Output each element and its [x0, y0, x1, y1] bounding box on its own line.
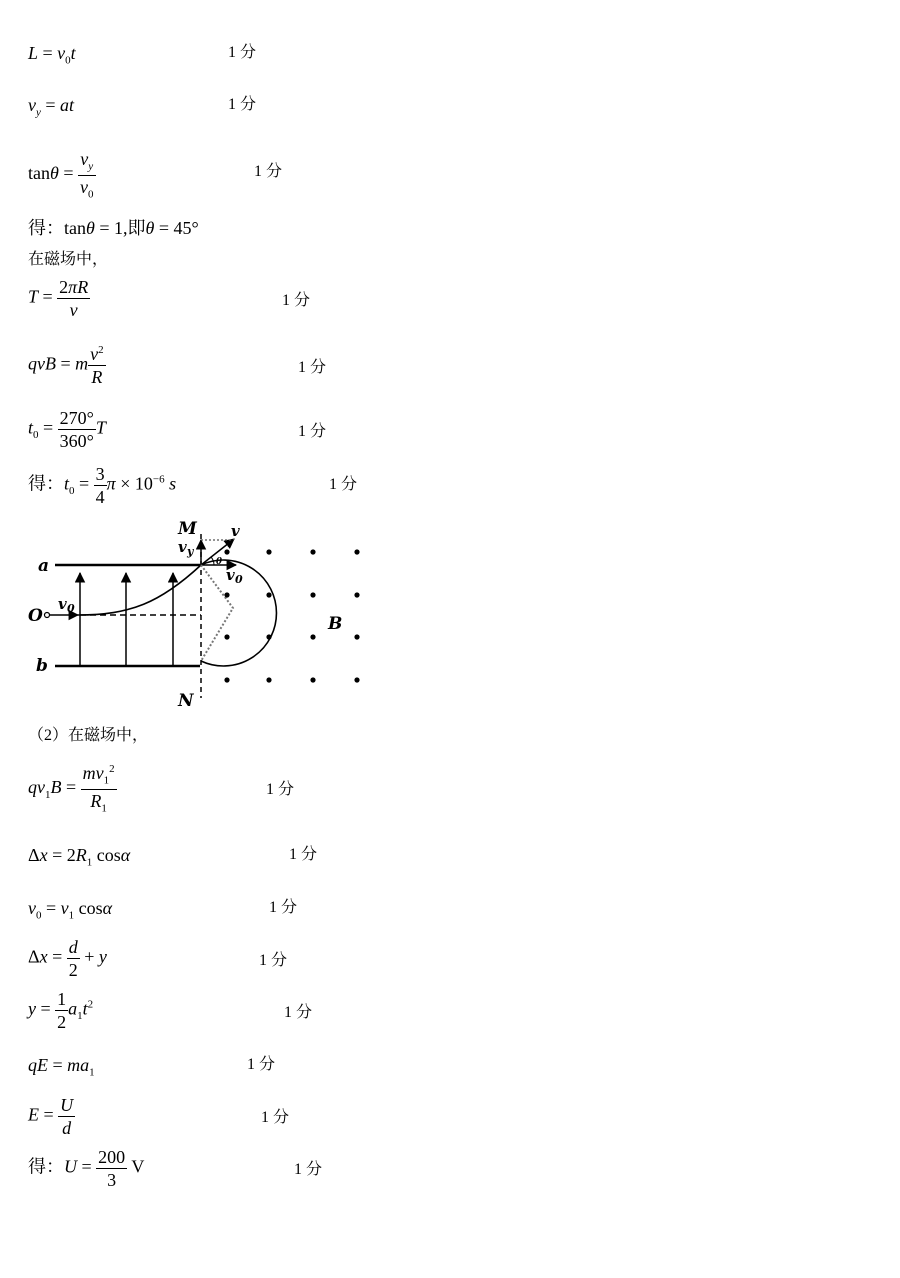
- equation-delta-x-1: $\Delta x = 2R_1$ cosα: [28, 845, 131, 869]
- result-U: 得：U = $\frac{200}{3}$ V: [28, 1147, 145, 1190]
- physics-diagram: [20, 518, 380, 710]
- score-13: 1 分: [247, 1056, 276, 1073]
- label-v0-right: v: [226, 566, 235, 584]
- point-O: [45, 613, 50, 618]
- label-a: a: [38, 556, 50, 576]
- label-v: v: [231, 522, 240, 540]
- trajectory-electric: [78, 565, 201, 615]
- score-2: 1 分: [228, 96, 257, 113]
- label-b: b: [36, 656, 48, 676]
- label-N: N: [178, 691, 194, 710]
- score-15: 1 分: [294, 1161, 323, 1178]
- label-v0-left-sub: 0: [67, 602, 75, 615]
- score-7: 1 分: [329, 476, 358, 493]
- equation-tan-theta: tanθ = $\frac{v_y}{v_0}$: [28, 149, 94, 201]
- equation-v0-v1: $v_0 = v_1$ cosα: [28, 898, 113, 922]
- label-vy-sub: y: [187, 545, 194, 558]
- score-1: 1 分: [228, 44, 257, 61]
- equation-L: $L = v_0t$: [28, 43, 76, 67]
- equation-period: T = $\frac{2\pi R}{v}$: [28, 277, 89, 320]
- equation-qE: qE = $ma_1$: [28, 1055, 95, 1079]
- score-4: 1 分: [282, 292, 311, 309]
- score-9: 1 分: [289, 846, 318, 863]
- label-O: O: [28, 606, 43, 626]
- label-B: B: [328, 614, 343, 634]
- equation-part2-lorentz: $qv_1B$ = $\frac{mv_1^2}{R_1}$: [28, 763, 115, 815]
- score-12: 1 分: [284, 1004, 313, 1021]
- equation-vy: $v_y$ = at: [28, 95, 75, 119]
- label-vy: v: [178, 538, 187, 556]
- equation-t0: $t_0$ = $\frac{270^\circ}{360^\circ}$ T: [28, 408, 106, 451]
- label-theta: θ: [216, 557, 223, 567]
- text-part2: （2）在磁场中，: [28, 727, 149, 744]
- label-v0-right-sub: 0: [235, 573, 243, 586]
- text-in-magnetic-field: 在磁场中，: [28, 251, 109, 268]
- score-3: 1 分: [254, 163, 283, 180]
- equation-E: E = $\frac{U}{d}$: [28, 1095, 74, 1138]
- label-v0-left: v: [58, 595, 67, 613]
- equation-lorentz: qvB = m $\frac{v^2}{R}$: [28, 344, 104, 387]
- result-t0: 得：$t_0$ = $\frac{3}{4}$ $\pi \times 10^{-6}$ s: [28, 464, 177, 507]
- equation-delta-x-2: Δx = $\frac{d}{2}$ + y: [28, 937, 107, 980]
- result-theta: 得：tanθ = 1,即θ = 45°: [28, 218, 199, 238]
- equation-y: y = $\frac{1}{2}$ $a_1t^2$: [28, 989, 94, 1032]
- score-14: 1 分: [261, 1109, 290, 1126]
- score-10: 1 分: [269, 899, 298, 916]
- dotted-parallelogram: [201, 539, 234, 540]
- label-M: M: [178, 519, 197, 539]
- score-5: 1 分: [298, 359, 327, 376]
- score-8: 1 分: [266, 781, 295, 798]
- score-6: 1 分: [298, 423, 327, 440]
- score-11: 1 分: [259, 952, 288, 969]
